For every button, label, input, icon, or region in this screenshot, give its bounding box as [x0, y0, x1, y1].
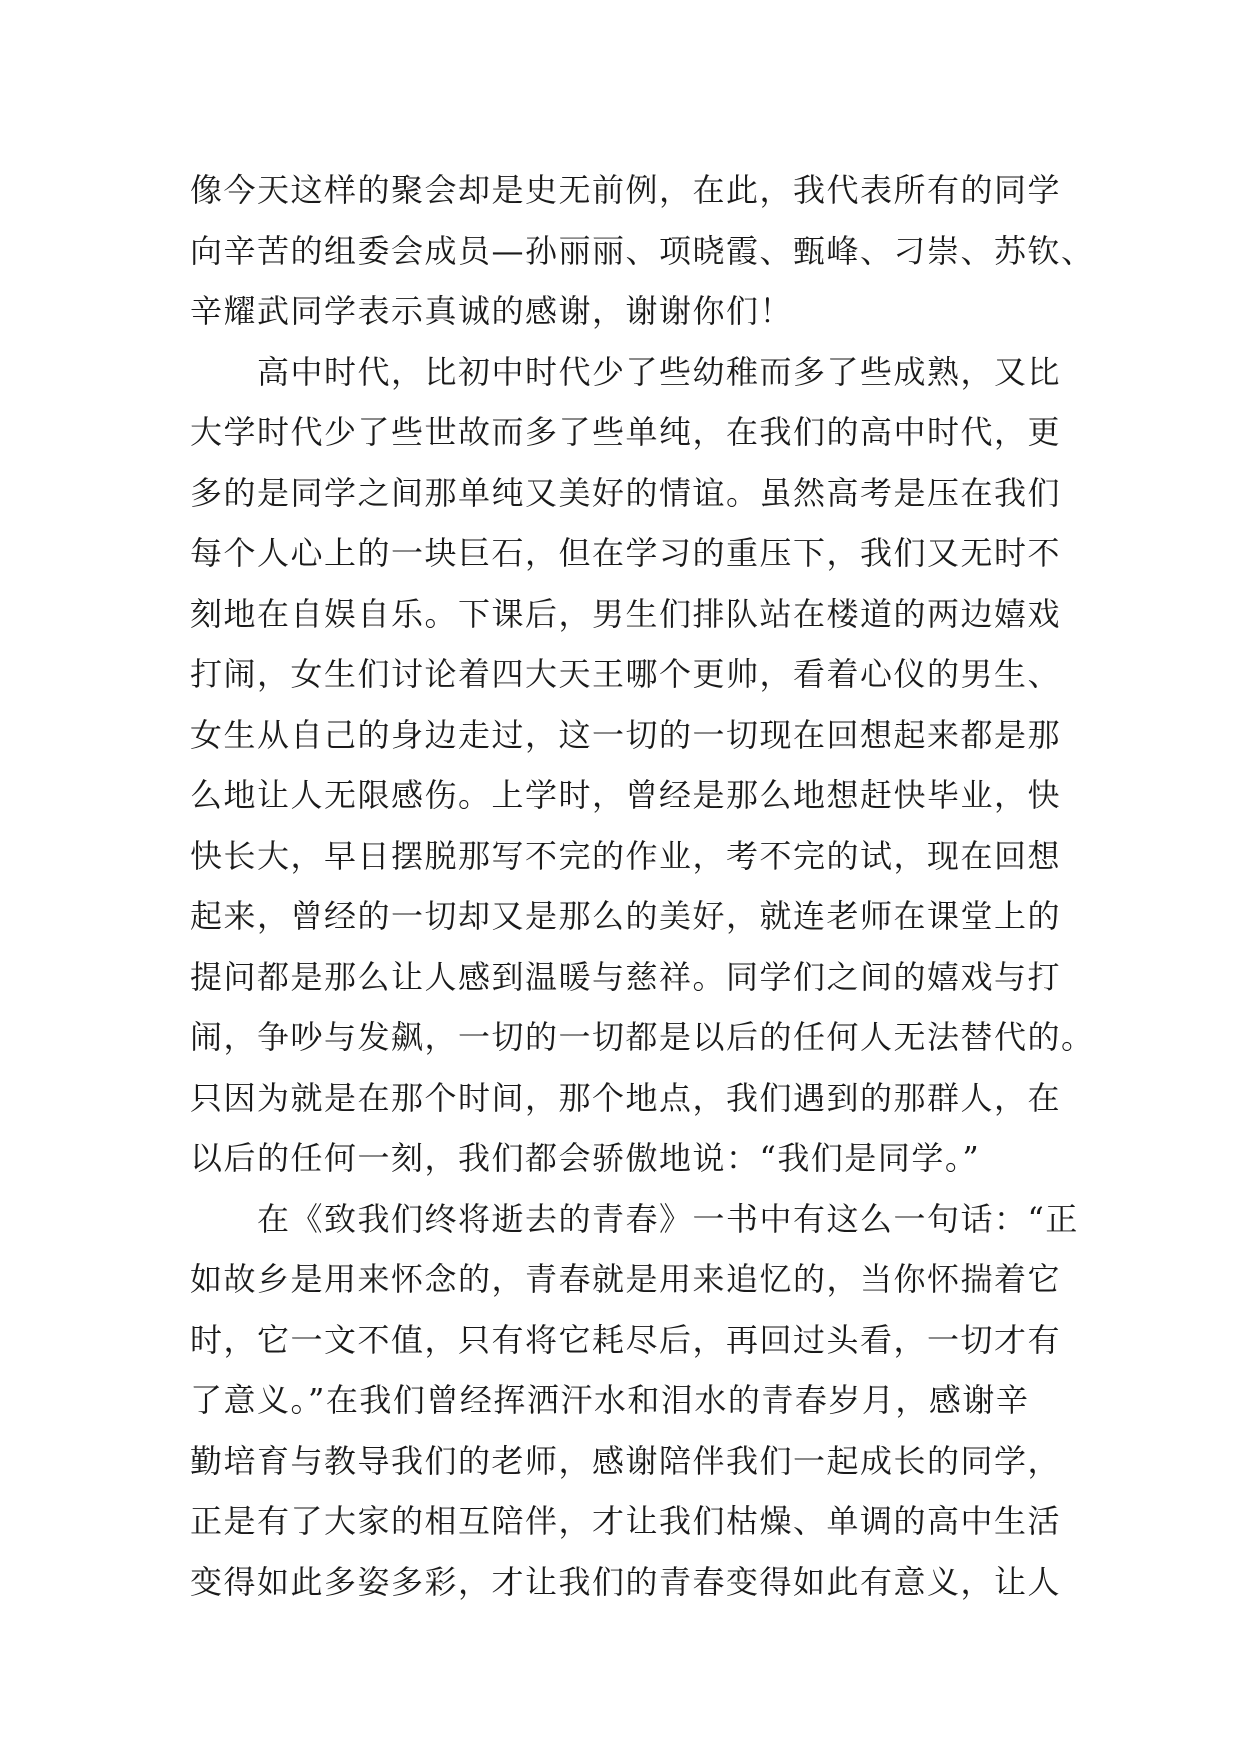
text-line: 起来，曾经的一切却又是那么的美好，就连老师在课堂上的	[190, 897, 1062, 935]
text-line: 辛耀武同学表示真诚的感谢，谢谢你们！	[190, 292, 794, 330]
text-line: 每个人心上的一块巨石，但在学习的重压下，我们又无时不	[190, 534, 1062, 572]
text-line: 了意义。”在我们曾经挥洒汗水和泪水的青春岁月，感谢辛	[190, 1381, 1030, 1419]
text-line: 多的是同学之间那单纯又美好的情谊。虽然高考是压在我们	[190, 473, 1062, 512]
text-line: 变得如此多姿多彩，才让我们的青春变得如此有意义，让人	[190, 1562, 1062, 1601]
text-line: 向辛苦的组委会成员—孙丽丽、项晓霞、甄峰、刁崇、苏钦、	[190, 231, 1095, 270]
text-line: 正是有了大家的相互陪伴，才让我们枯燥、单调的高中生活	[190, 1502, 1062, 1540]
text-line: 勤培育与教导我们的老师，感谢陪伴我们一起成长的同学，	[190, 1441, 1062, 1480]
text-line: 像今天这样的聚会却是史无前例，在此，我代表所有的同学	[190, 171, 1062, 209]
text-line: 闹，争吵与发飙，一切的一切都是以后的任何人无法替代的。	[190, 1018, 1095, 1056]
text-line: 在《致我们终将逝去的青春》一书中有这么一句话：“正	[190, 1199, 1079, 1238]
text-line: 快长大，早日摆脱那写不完的作业，考不完的试，现在回想	[190, 836, 1062, 875]
text-line: 高中时代，比初中时代少了些幼稚而多了些成熟，又比	[190, 352, 1062, 391]
text-line: 以后的任何一刻，我们都会骄傲地说：“我们是同学。”	[190, 1139, 981, 1177]
text-line: 么地让人无限感伤。上学时，曾经是那么地想赶快毕业，快	[190, 776, 1062, 814]
text-line: 时，它一文不值，只有将它耗尽后，再回过头看，一切才有	[190, 1320, 1062, 1359]
text-line: 打闹，女生们讨论着四大天王哪个更帅，看着心仪的男生、	[190, 655, 1062, 693]
text-line: 只因为就是在那个时间，那个地点，我们遇到的那群人，在	[190, 1078, 1062, 1117]
text-line: 如故乡是用来怀念的，青春就是用来追忆的，当你怀揣着它	[190, 1260, 1062, 1298]
text-line: 提问都是那么让人感到温暖与慈祥。同学们之间的嬉戏与打	[190, 957, 1062, 996]
text-line: 大学时代少了些世故而多了些单纯，在我们的高中时代，更	[190, 413, 1062, 451]
text-line: 刻地在自娱自乐。下课后，男生们排队站在楼道的两边嬉戏	[190, 594, 1062, 633]
text-line: 女生从自己的身边走过，这一切的一切现在回想起来都是那	[190, 715, 1062, 754]
document-body	[190, 160, 1095, 1612]
